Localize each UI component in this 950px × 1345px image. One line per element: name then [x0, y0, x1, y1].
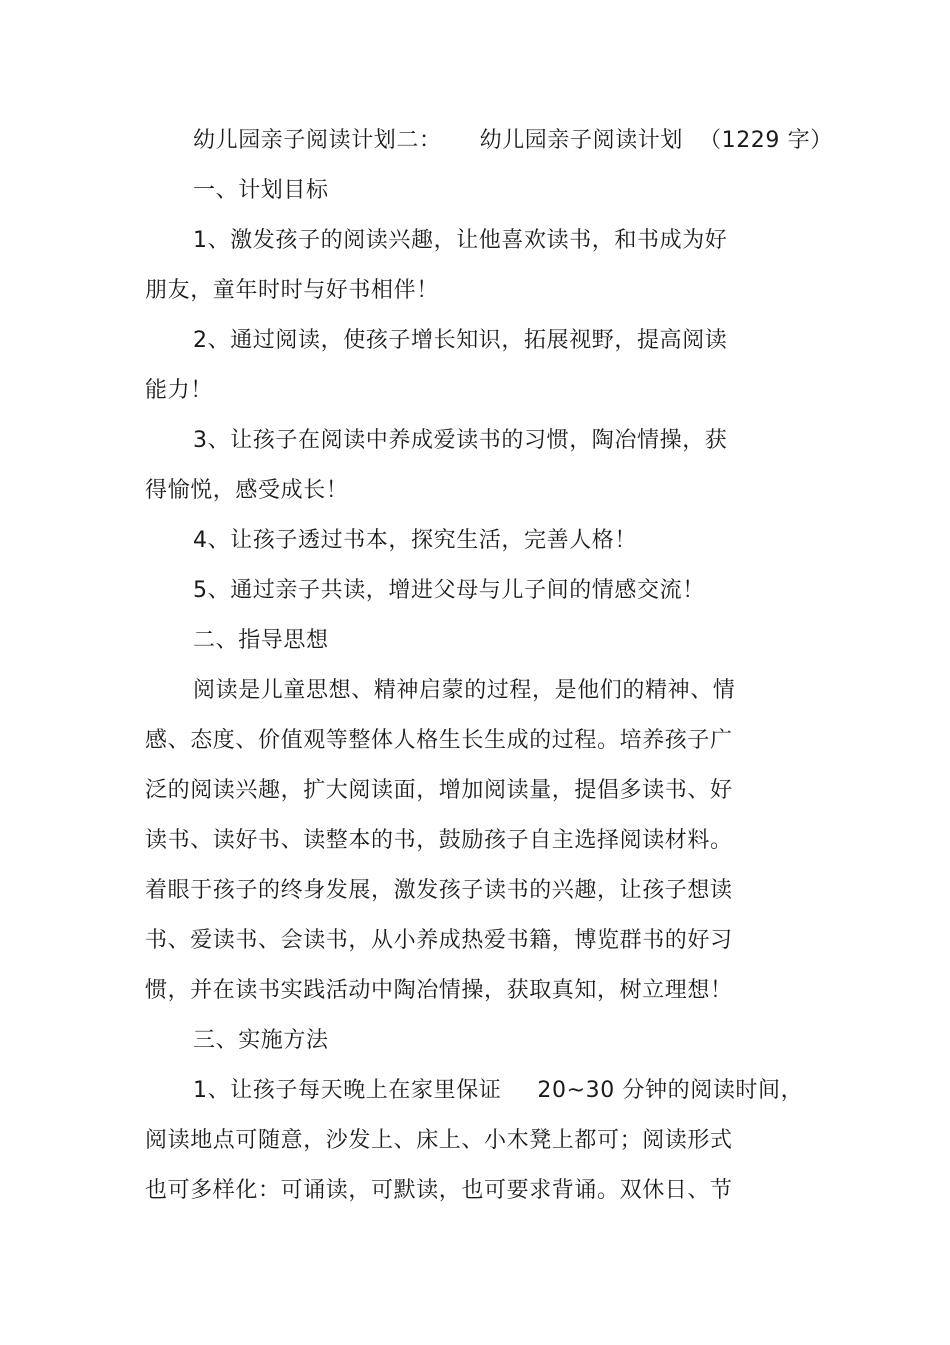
- guide-paragraph-line-4: 读书、读好书、读整本的书，鼓励孩子自主选择阅读材料。: [145, 828, 733, 853]
- guide-paragraph-line-5: 着眼于孩子的终身发展，激发孩子读书的兴趣，让孩子想读: [145, 878, 733, 903]
- guide-paragraph-line-3: 泛的阅读兴趣，扩大阅读面，增加阅读量，提倡多读书、好: [145, 778, 733, 803]
- method-1-text-before: 1、让孩子每天晚上在家里保证: [193, 1078, 502, 1103]
- goal-1-line-2: 朋友，童年时时与好书相伴！: [145, 278, 439, 303]
- goal-1-line-1: 1、激发孩子的阅读兴趣，让他喜欢读书，和书成为好: [193, 228, 728, 253]
- title-main: 幼儿园亲子阅读计划: [479, 128, 684, 153]
- title-prefix: 幼儿园亲子阅读计划二：: [193, 128, 442, 153]
- goal-3-line-1: 3、让孩子在阅读中养成爱读书的习惯，陶冶情操，获: [193, 428, 728, 453]
- method-1-text-after: 20~30 分钟的阅读时间，: [537, 1078, 804, 1103]
- goal-2-line-1: 2、通过阅读，使孩子增长知识，拓展视野，提高阅读: [193, 328, 728, 353]
- guide-paragraph-line-6: 书、爱读书、会读书，从小养成热爱书籍，博览群书的好习: [145, 928, 733, 953]
- guide-paragraph-line-2: 感、态度、价值观等整体人格生长生成的过程。培养孩子广: [145, 728, 733, 753]
- method-1-line-3: 也可多样化：可诵读，可默读，也可要求背诵。双休日、节: [145, 1178, 733, 1203]
- document-title: [193, 126, 833, 156]
- title-word-count: （1229 字）: [699, 128, 833, 153]
- guide-paragraph-line-1: 阅读是儿童思想、精神启蒙的过程，是他们的精神、情: [193, 678, 736, 703]
- method-heading: 三、实施方法: [193, 1028, 329, 1053]
- goal-4: 4、让孩子透过书本，探究生活，完善人格！: [193, 528, 637, 553]
- goal-5: 5、通过亲子共读，增进父母与儿子间的情感交流！: [193, 578, 705, 603]
- guide-paragraph-line-7: 惯，并在读书实践活动中陶冶情操，获取真知，树立理想！: [145, 978, 733, 1003]
- goal-3-line-2: 得愉悦，感受成长！: [145, 478, 349, 503]
- guide-heading: 二、指导思想: [193, 628, 329, 653]
- method-1-line-2: 阅读地点可随意，沙发上、床上、小木凳上都可；阅读形式: [145, 1128, 733, 1153]
- goal-2-line-2: 能力！: [145, 378, 213, 403]
- method-1-line-1: [193, 1076, 803, 1106]
- goals-heading: 一、计划目标: [193, 178, 329, 203]
